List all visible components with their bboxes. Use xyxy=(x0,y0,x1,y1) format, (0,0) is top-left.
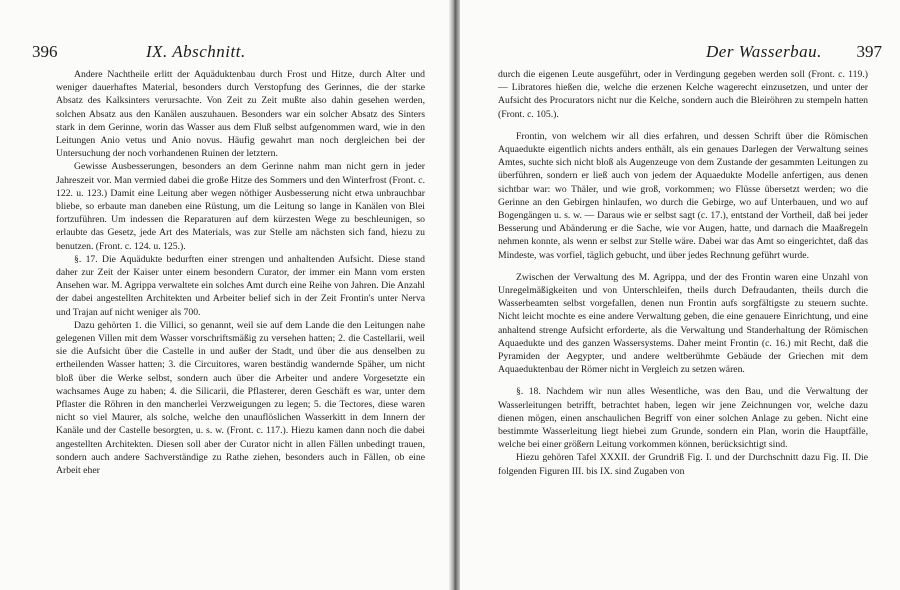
paragraph: durch die eigenen Leute ausgeführt, oder in Verdingung gegeben werden soll (Front. c. 119.) — Libratores hießen die, welche die erzenen Kelche wagerecht einzusetzen, und unter der Aufsicht des Procurators nicht nur die Kelche, sondern auch die Bleiröhren zu stempeln hatten (Front. c. 105.). xyxy=(498,69,868,120)
paragraph: §. 17. Die Aquädukte bedurften einer strengen und anhaltenden Aufsicht. Diese stand daher zur Zeit der Kaiser unter einem besondern Curator, der immer ein Mann vom ersten Ansehen war. M. Agrippa verwaltete ein solches Amt durch eine Reihe von Jahren. Die Anzahl der dabei angestellten Architekten und Arbeiter belief sich in der Zeit Frontin's unter Nerva und Trajan auf nicht weniger als 700. xyxy=(56,253,425,318)
running-head: IX. Abschnitt. xyxy=(146,42,246,61)
right-page xyxy=(460,0,900,590)
right-page-body xyxy=(498,68,868,478)
paragraph: Hiezu gehören Tafel XXXII. der Grundriß Fig. I. und der Durchschnitt dazu Fig. II. Die folgenden Figuren III. bis IX. sind Zugaben von xyxy=(498,452,868,477)
running-head: Der Wasserbau. xyxy=(706,42,822,61)
left-page-header xyxy=(32,42,425,68)
paragraph: Zwischen der Verwaltung des M. Agrippa, und der des Frontin waren eine Unzahl von Unregelmäßigkeiten und von Unterschleifen, theils durch Defraudanten, theils durch die Wasserbeamten selbst vorgefallen, denen nun Frontin aufs sorgfältigste zu steuern suchte. Nicht leicht mochte es eine andere Verwaltung geben, die eine genauere Einrichtung, und eine anhaltend strenge Aufsicht erforderte, als die Verwaltung und Standerhaltung der Römischen Aquaedukte und des ganzen Wassersystems. Daher meint Frontin (c. 16.) mit Recht, daß die Pyramiden der Aegypter, und andere weltberühmte Gebäude der Griechen mit dem Aquaeduktenbau der Römer nicht in Vergleich zu setzen wären. xyxy=(498,271,868,376)
paragraph: Frontin, von welchem wir all dies erfahren, und dessen Schrift über die Römischen Aquaedukte eigentlich nichts anders enthält, als ein genaues Darlegen der Verwaltung seines Amtes, suchte sich nicht bloß als Augenzeuge von dem Zustande der gesammten Leitungen zu überführen, sondern er ließ auch von jedem der Aquaedukte Modelle anfertigen, aus denen sichtbar war: wo Thäler, und wie groß, vorkommen; wo Flüsse übersetzt werden; wo die Gerinne an den Gebirgen hinlaufen, wo durch die Gebirge, wo auf Unterbauen, und wo auf Bogengängen u. s. w. — Daraus wie er selbst sagt (c. 17.), entstand der Vortheil, daß bei jeder Besserung und Abänderung er die Sache, wie vor Augen, hatte, und darnach die Maaßregeln nehmen konnte, als wenn er selbst zur Stelle wäre. Dabei war das Amt so eingerichtet, daß das Mindeste, was vorfiel, täglich gebucht, und über jedes Rechnung geführt wurde. xyxy=(498,130,868,261)
left-page xyxy=(0,0,449,590)
page-number: 396 xyxy=(32,42,58,61)
page-number: 397 xyxy=(856,42,882,61)
left-page-body xyxy=(56,68,425,477)
paragraph: Andere Nachtheile erlitt der Aquäduktenbau durch Frost und Hitze, durch Alter und weniger dauerhaftes Material, besonders durch Verstopfung des Gerinnes, die der starke Absatz des Kalksinters verursachte. Von Zeit zu Zeit mußte also dahin gesehen werden, solchen Absatz aus den Kanälen auszuhauen. Besonders war ein solcher Absatz des Sinters stark in dem Gerinne, worin das Wasser aus dem Fluß selbst aufgenommen ward, wie in den Leitungen Anio vetus und Anio novus. Häufig gewahrt man noch dergleichen bei der Untersuchung der noch vorhandenen Ruinen der letztern. xyxy=(56,69,425,160)
right-page-header xyxy=(498,42,882,68)
paragraph: §. 18. Nachdem wir nun alles Wesentliche, was den Bau, und die Verwaltung der Wasserleitungen betrifft, betrachtet haben, legen wir jene Zeichnungen vor, welche dazu dienen mögen, einen anschaulichen Begriff von einer solchen Anlage zu geben. Nicht eine bestimmte Wasserleitung liegt hiebei zum Grunde, sondern ein Plan, worin die Hauptfälle, welche bei einer größern Leitung vorkommen können, berücksichtigt sind. xyxy=(498,386,868,451)
paragraph: Dazu gehörten 1. die Villici, so genannt, weil sie auf dem Lande die den Leitungen nahe gelegenen Villen mit dem Wasser vorschriftsmäßig zu versehen hatten; 2. die Castellarii, weil sie die Aufsicht über die Castelle in und außer der Stadt, und über die aus denselben zu ertheilenden Wasser hatten; 3. die Circuitores, waren beständig wandernde Späher, um nicht bloß über die Werke selbst, sondern auch über die Arbeiter und andere Vorgesetzte ein wachsames Auge zu haben; 4. die Silicarii, die Pflasterer, deren Geschäft es war, unter dem Pflaster die Röhren in den mancherlei Verzweigungen zu legen; 5. die Tectores, diese waren nicht so viel Maurer, als solche, welche den unauflöslichen Wasserkitt in dem Innern der Kanäle und der Castelle besorgten, u. s. w. (Front. c. 117.). Hiezu kamen dann noch die dabei angestellten Architekten. Diesen soll aber der Curator nicht in allen Fällen unbedingt trauen, sondern auch andere Sachverständige zu Rathe ziehen, besonders auch in Fällen, ob eine Arbeit eher xyxy=(56,319,425,477)
book-gutter xyxy=(449,0,460,590)
paragraph: Gewisse Ausbesserungen, besonders an dem Gerinne nahm man nicht gern in jeder Jahreszeit vor. Man vermied dabei die große Hitze des Sommers und den Winterfrost (Front. c. 122. u. 123.) Damit eine Leitung aber wegen nöthiger Ausbesserung nicht etwa unbrauchbar bliebe, so erbaute man daneben eine Rüstung, um die Leitung so lange in Kanälen von Blei fortzuführen. Um indessen die Reparaturen auf dem kürzesten Wege zu beschleunigen, so erlaubte das Gesetz, jede Art des Materials, was zur Stelle am nächsten sich fand, hiezu zu benutzen. (Front. c. 124. u. 125.). xyxy=(56,161,425,252)
